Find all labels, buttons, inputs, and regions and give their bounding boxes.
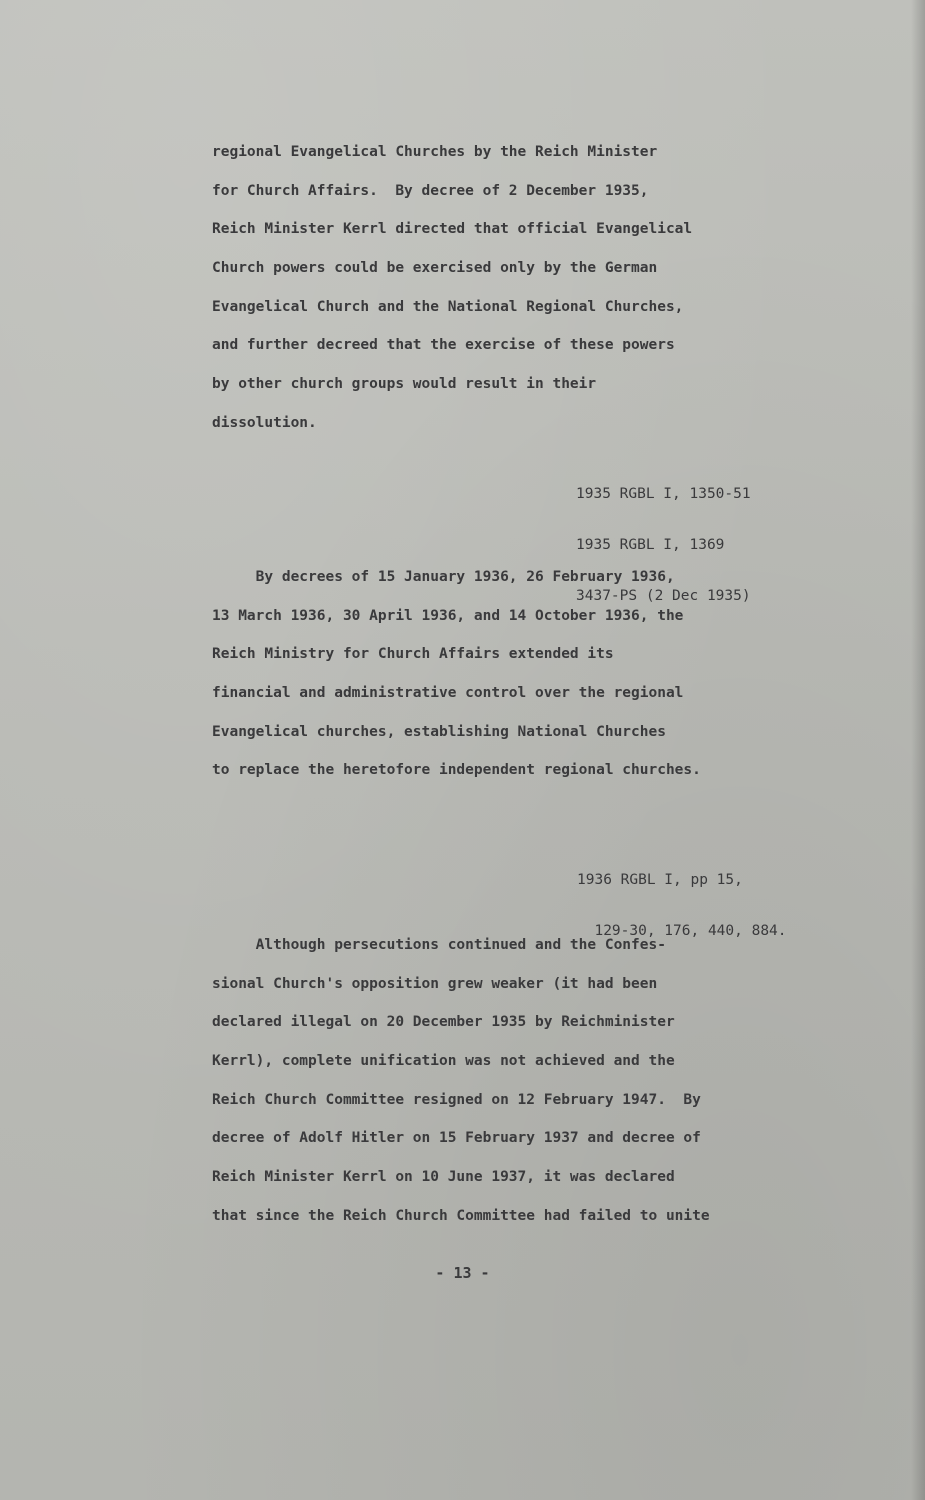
citation-line: 1936 RGBL I, pp 15, [577, 872, 743, 888]
citation-line: 3437-PS (2 Dec 1935) [576, 588, 751, 604]
text-line: Evangelical Church and the National Regional Churches, [212, 298, 684, 315]
text-line: sional Church's opposition grew weaker (it had been [212, 975, 658, 992]
paragraph-1 [212, 142, 812, 452]
text-line: Kerrl), complete unification was not achieved and the [212, 1053, 675, 1070]
text-line: that since the Reich Church Committee had failed to unite [212, 1207, 710, 1224]
paragraph-2 [212, 567, 812, 799]
paragraph-3 [212, 935, 812, 1245]
text-line: financial and administrative control over the regional [212, 685, 684, 702]
text-line: declared illegal on 20 December 1935 by Reichminister [212, 1014, 675, 1031]
text-line: regional Evangelical Churches by the Reich Minister [212, 144, 658, 160]
text-line: Reich Church Committee resigned on 12 February 1947. By [212, 1091, 701, 1108]
citation-line: 129-30, 176, 440, 884. [577, 923, 787, 939]
text-line: Reich Minister Kerrl directed that official Evangelical [212, 221, 693, 238]
text-line: Reich Ministry for Church Affairs extended its [212, 646, 614, 663]
text-line: By decrees of 15 January 1936, 26 February 1936, [212, 569, 675, 585]
text-line: to replace the heretofore independent regional churches. [212, 762, 701, 779]
text-line: dissolution. [212, 414, 317, 431]
text-line: by other church groups would result in their [212, 376, 597, 393]
page-number: - 13 - [435, 1264, 490, 1282]
text-line: Church powers could be exercised only by the German [212, 260, 658, 277]
text-line: Evangelical churches, establishing National Churches [212, 723, 666, 740]
citation-line: 1935 RGBL I, 1369 [576, 537, 725, 553]
text-line: for Church Affairs. By decree of 2 December 1935, [212, 182, 649, 199]
text-line: and further decreed that the exercise of these powers [212, 337, 675, 354]
text-line: decree of Adolf Hitler on 15 February 1937 and decree of [212, 1130, 701, 1147]
text-line: Although persecutions continued and the Confes- [212, 937, 666, 953]
text-line: Reich Minister Kerrl on 10 June 1937, it was declared [212, 1169, 675, 1186]
citation-line: 1935 RGBL I, 1350-51 [576, 486, 751, 502]
text-line: 13 March 1936, 30 April 1936, and 14 October 1936, the [212, 607, 684, 624]
